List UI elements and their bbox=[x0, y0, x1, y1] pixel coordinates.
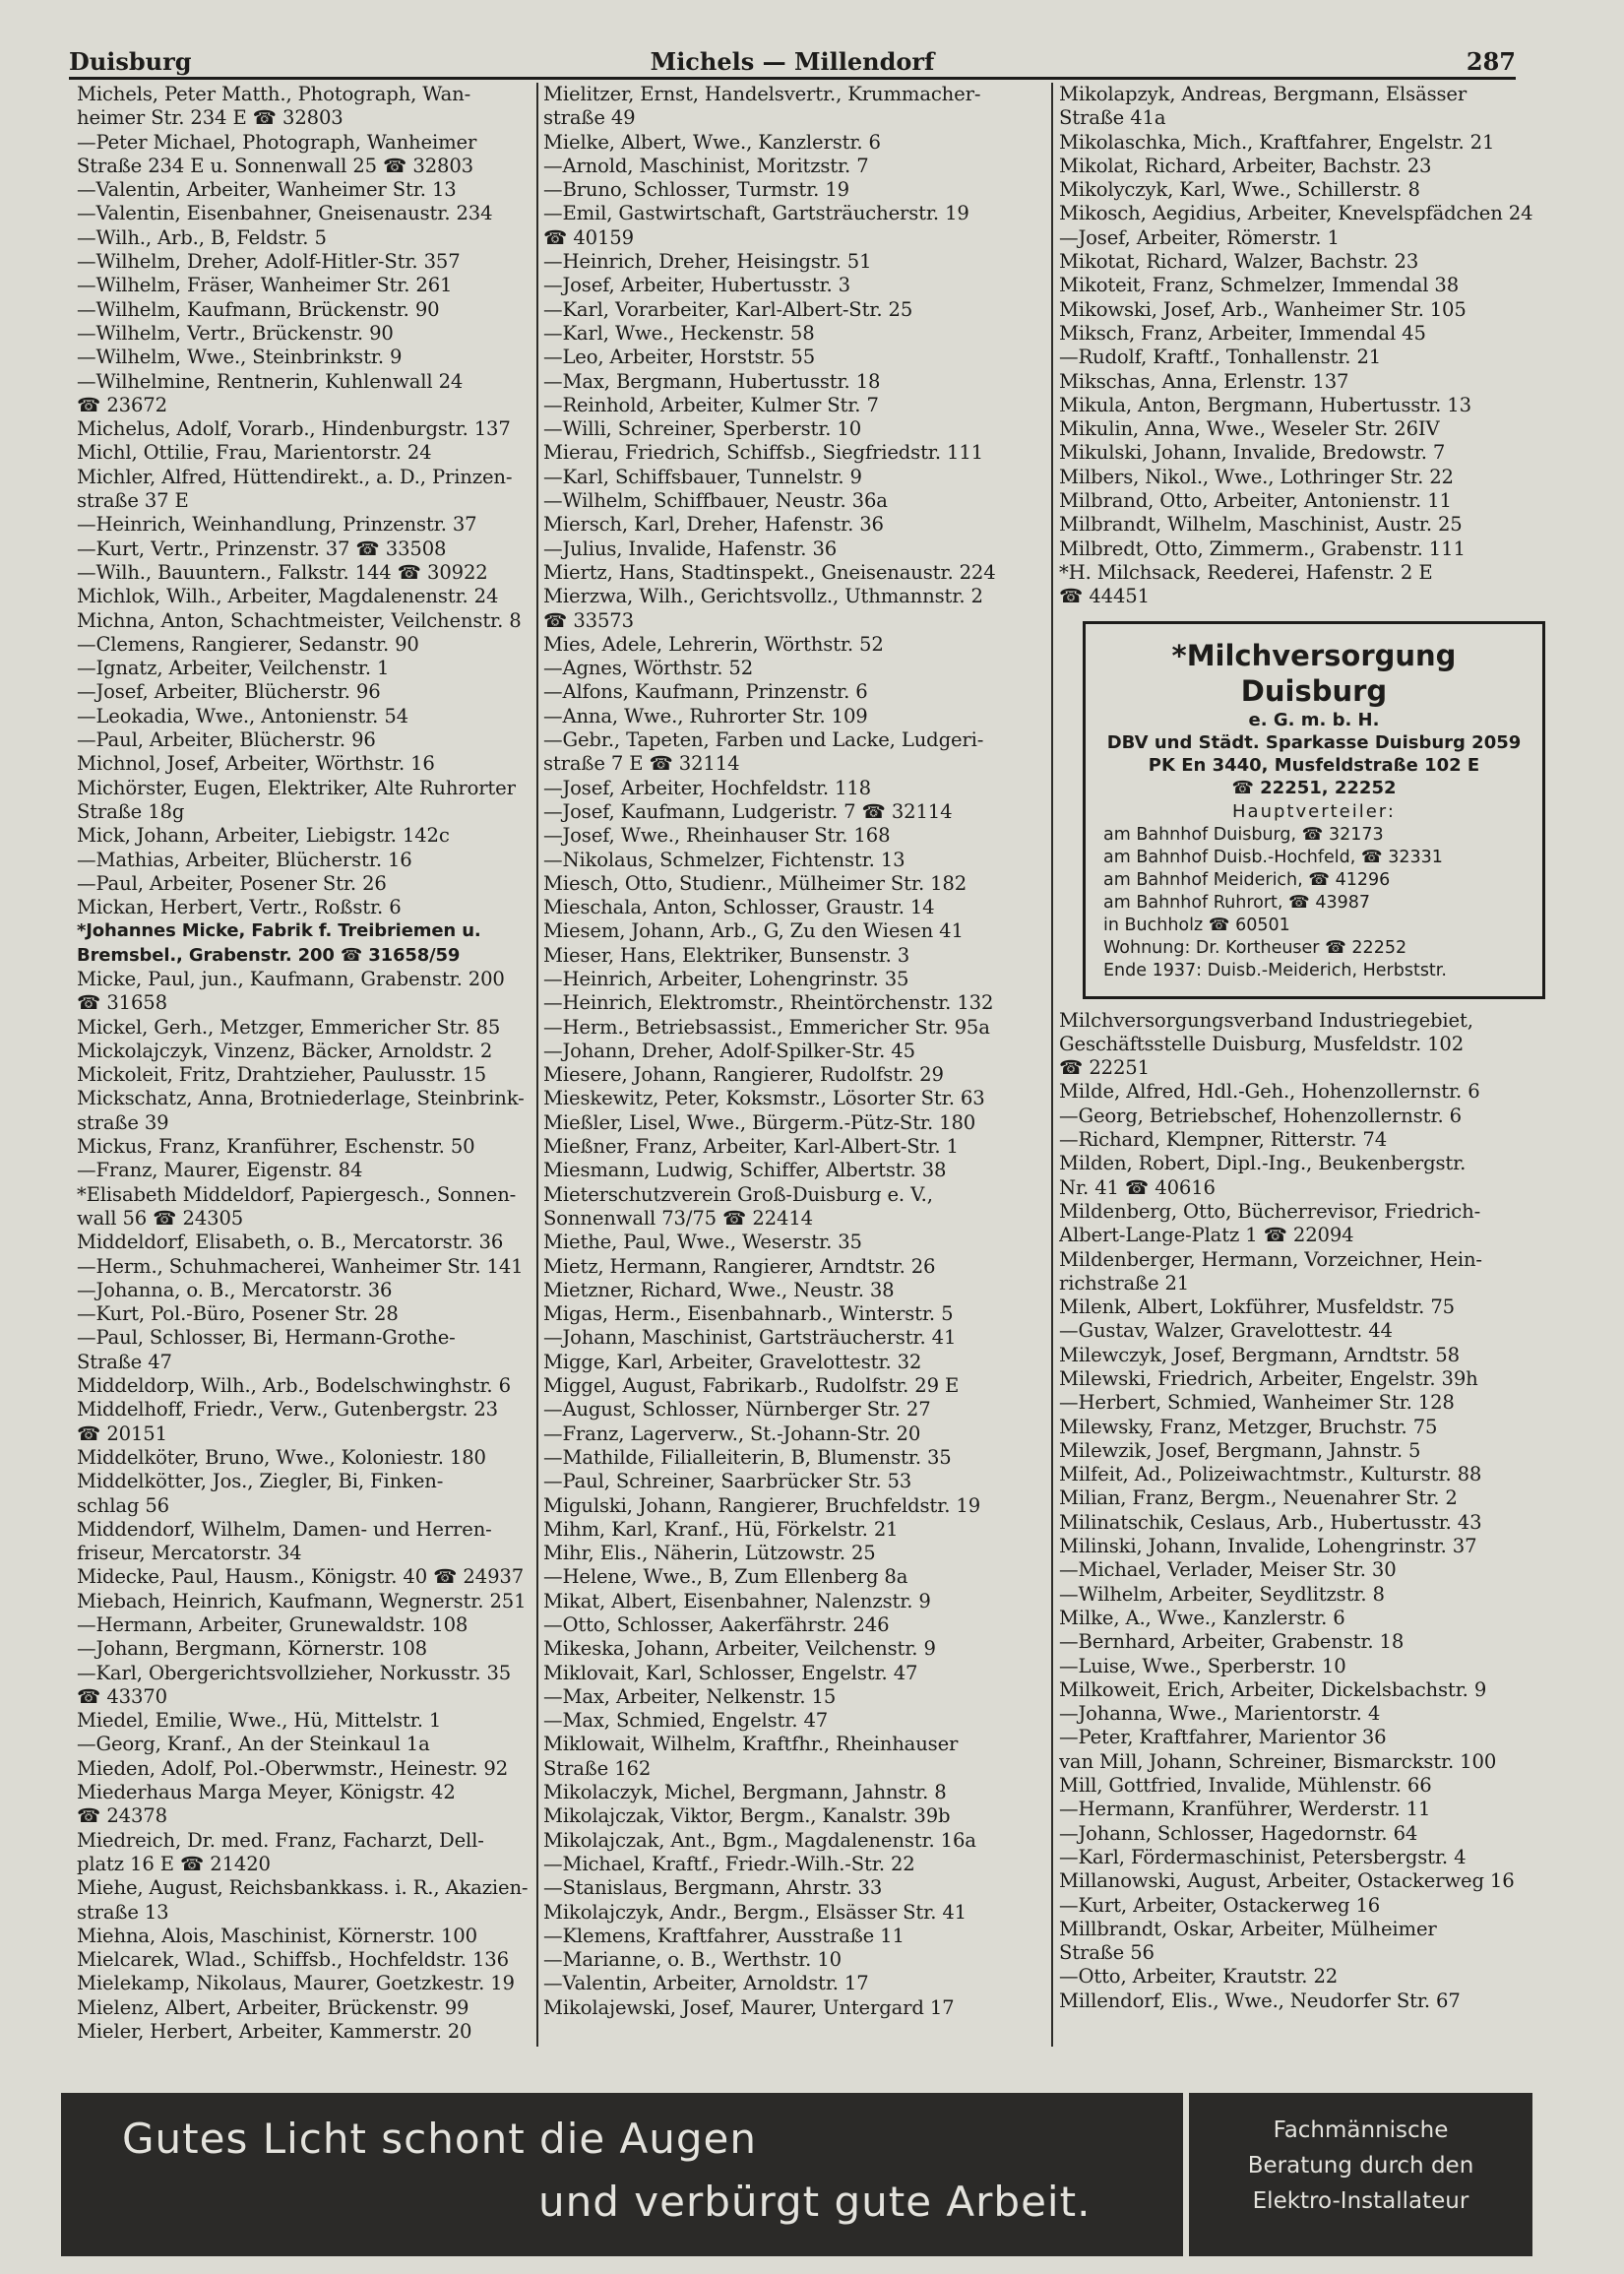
directory-entry: —Heinrich, Elektromstr., Rheintörchenstr. 132 bbox=[543, 991, 994, 1015]
directory-entry: Mikosch, Aegidius, Arbeiter, Knevelspfädchen 24 bbox=[1059, 202, 1533, 225]
directory-entry: —Leo, Arbeiter, Horststr. 55 bbox=[543, 346, 816, 369]
directory-entry: Milewsky, Franz, Metzger, Bruchstr. 75 bbox=[1059, 1415, 1438, 1438]
directory-entry: —Herm., Betriebsassist., Emmericher Str. 95a bbox=[543, 1015, 990, 1039]
directory-entry: platz 16 E ☎ 21420 bbox=[77, 1852, 271, 1875]
directory-entry: Mick, Johann, Arbeiter, Liebigstr. 142c bbox=[77, 824, 450, 848]
directory-entry: —Wilh., Bauuntern., Falkstr. 144 ☎ 30922 bbox=[77, 560, 488, 584]
directory-entry: —Agnes, Wörthstr. 52 bbox=[543, 657, 754, 680]
ad-distributor-line: am Bahnhof Ruhrort, ☎ 43987 bbox=[1103, 892, 1371, 913]
directory-entry: Mildenberger, Hermann, Vorzeichner, Hein- bbox=[1059, 1247, 1482, 1271]
directory-entry: Mikeska, Johann, Arbeiter, Veilchenstr. 9 bbox=[543, 1637, 936, 1661]
directory-entry: Millanowski, August, Arbeiter, Ostackerweg 16 bbox=[1059, 1869, 1515, 1893]
directory-entry: Mierau, Friedrich, Schiffsb., Siegfriedstr. 111 bbox=[543, 441, 983, 465]
directory-entry: Milbrandt, Wilhelm, Maschinist, Austr. 25 bbox=[1059, 513, 1463, 537]
directory-entry: Mikulin, Anna, Wwe., Weseler Str. 26IV bbox=[1059, 417, 1440, 441]
directory-entry: Geschäftsstelle Duisburg, Musfeldstr. 102 bbox=[1059, 1032, 1465, 1055]
directory-entry: Milinatschik, Ceslaus, Arb., Hubertusstr. 43 bbox=[1059, 1510, 1482, 1534]
directory-entry: —Josef, Arbeiter, Römerstr. 1 bbox=[1059, 225, 1340, 249]
directory-entry: Milbrand, Otto, Arbeiter, Antonienstr. 11 bbox=[1059, 489, 1452, 513]
ad-distributor-line: in Buchholz ☎ 60501 bbox=[1103, 915, 1290, 935]
directory-entry: Mickschatz, Anna, Brotniederlage, Steinbrink- bbox=[77, 1087, 525, 1110]
directory-entry: —Franz, Maurer, Eigenstr. 84 bbox=[77, 1159, 363, 1182]
directory-entry: Miedel, Emilie, Wwe., Hü, Mittelstr. 1 bbox=[77, 1709, 442, 1733]
directory-entry: Michels, Peter Matth., Photograph, Wan- bbox=[77, 83, 471, 105]
directory-entry: Mieden, Adolf, Pol.-Oberwmstr., Heinestr. 92 bbox=[77, 1756, 509, 1780]
directory-entry: —Helene, Wwe., B, Zum Ellenberg 8a bbox=[543, 1565, 908, 1589]
directory-entry: ☎ 24378 bbox=[77, 1804, 167, 1828]
directory-entry: —Gebr., Tapeten, Farben und Lacke, Ludgeri- bbox=[543, 728, 984, 752]
directory-entry: Milden, Robert, Dipl.-Ing., Beukenbergstr. bbox=[1059, 1152, 1467, 1175]
directory-entry: Middeldorp, Wilh., Arb., Bodelschwinghstr. 6 bbox=[77, 1374, 511, 1398]
banner-right-1: Fachmännische bbox=[1273, 2117, 1449, 2143]
directory-entry: —Karl, Vorarbeiter, Karl-Albert-Str. 25 bbox=[543, 297, 913, 321]
directory-entry: Michörster, Eugen, Elektriker, Alte Ruhrorter bbox=[77, 776, 516, 799]
directory-entry: —Otto, Arbeiter, Krautstr. 22 bbox=[1059, 1965, 1339, 1989]
directory-entry: —Karl, Wwe., Heckenstr. 58 bbox=[543, 321, 815, 345]
directory-entry: Miersch, Karl, Dreher, Hafenstr. 36 bbox=[543, 513, 884, 537]
directory-entry: —Willi, Schreiner, Sperberstr. 10 bbox=[543, 417, 862, 441]
directory-entry: Middeldorf, Elisabeth, o. B., Mercatorstr. 36 bbox=[77, 1231, 504, 1254]
directory-entry: ☎ 43370 bbox=[77, 1684, 167, 1708]
directory-entry: Milkoweit, Erich, Arbeiter, Dickelsbachstr. 9 bbox=[1059, 1677, 1487, 1701]
directory-entry: —Kurt, Vertr., Prinzenstr. 37 ☎ 33508 bbox=[77, 537, 447, 560]
directory-entry: —Valentin, Arbeiter, Wanheimer Str. 13 bbox=[77, 178, 457, 202]
directory-entry: —Max, Arbeiter, Nelkenstr. 15 bbox=[543, 1684, 837, 1708]
directory-entry: —Clemens, Rangierer, Sedanstr. 90 bbox=[77, 632, 419, 656]
directory-entry: Mietzner, Richard, Wwe., Neustr. 38 bbox=[543, 1278, 895, 1301]
directory-entry: —Anna, Wwe., Ruhrorter Str. 109 bbox=[543, 704, 868, 727]
column-divider bbox=[536, 83, 538, 2047]
directory-entry: Mihr, Elis., Näherin, Lützowstr. 25 bbox=[543, 1542, 876, 1565]
directory-entry: —Leokadia, Wwe., Antonienstr. 54 bbox=[77, 704, 408, 727]
directory-entry: —Hermann, Kranführer, Werderstr. 11 bbox=[1059, 1798, 1431, 1821]
directory-entry: *Elisabeth Middeldorf, Papiergesch., Sonnen- bbox=[77, 1182, 517, 1206]
directory-entry: Midecke, Paul, Hausm., Königstr. 40 ☎ 24937 bbox=[77, 1565, 525, 1589]
directory-entry: Miesere, Johann, Rangierer, Rudolfstr. 29 bbox=[543, 1063, 944, 1087]
directory-entry: —Paul, Schreiner, Saarbrücker Str. 53 bbox=[543, 1470, 912, 1493]
directory-entry: —Alfons, Kaufmann, Prinzenstr. 6 bbox=[543, 680, 868, 704]
directory-entry: straße 7 E ☎ 32114 bbox=[543, 752, 740, 776]
directory-entry: —Reinhold, Arbeiter, Kulmer Str. 7 bbox=[543, 393, 879, 416]
column-1 bbox=[77, 83, 531, 2047]
directory-entry: —Gustav, Walzer, Gravelottestr. 44 bbox=[1059, 1319, 1393, 1343]
directory-entry: Straße 162 bbox=[543, 1756, 652, 1780]
directory-entry: Mieser, Hans, Elektriker, Bunsenstr. 3 bbox=[543, 943, 910, 967]
directory-entry: Milenk, Albert, Lokführer, Musfeldstr. 75 bbox=[1059, 1295, 1455, 1319]
directory-entry: Straße 47 bbox=[77, 1350, 172, 1373]
directory-entry: Milewski, Friedrich, Arbeiter, Engelstr. 39h bbox=[1059, 1366, 1478, 1390]
directory-entry: —Wilhelm, Fräser, Wanheimer Str. 261 bbox=[77, 274, 453, 297]
directory-entry: Milian, Franz, Bergm., Neuenahrer Str. 2 bbox=[1059, 1486, 1458, 1510]
ad-title: *Milchversorgung Duisburg bbox=[1171, 638, 1457, 708]
directory-entry: —Nikolaus, Schmelzer, Fichtenstr. 13 bbox=[543, 848, 906, 871]
directory-entry: Michler, Alfred, Hüttendirekt., a. D., Prinzen- bbox=[77, 465, 513, 488]
directory-entry: —Wilhelm, Wwe., Steinbrinkstr. 9 bbox=[77, 346, 403, 369]
directory-entry: ☎ 40159 bbox=[543, 225, 634, 249]
directory-entry: —Wilh., Arb., B, Feldstr. 5 bbox=[77, 225, 327, 249]
directory-entry: Middelköter, Bruno, Wwe., Koloniestr. 180 bbox=[77, 1445, 486, 1469]
ad-distributor-line: am Bahnhof Duisburg, ☎ 32173 bbox=[1103, 824, 1384, 845]
directory-entry: Milewczyk, Josef, Bergmann, Arndtstr. 58 bbox=[1059, 1343, 1460, 1366]
directory-entry: Miebach, Heinrich, Kaufmann, Wegnerstr. 251 bbox=[77, 1589, 527, 1612]
directory-entry: Miesmann, Ludwig, Schiffer, Albertstr. 38 bbox=[543, 1159, 947, 1182]
directory-entry: Mikolajczyk, Andr., Bergm., Elsässer Str. 41 bbox=[543, 1900, 968, 1924]
directory-entry: Mikolaczyk, Michel, Bergmann, Jahnstr. 8 bbox=[543, 1781, 947, 1804]
directory-entry: —Georg, Kranf., An der Steinkaul 1a bbox=[77, 1733, 430, 1756]
directory-entry: —Paul, Schlosser, Bi, Hermann-Grothe- bbox=[77, 1326, 456, 1350]
directory-entry: —Josef, Arbeiter, Blücherstr. 96 bbox=[77, 680, 381, 704]
banner-right-2: Beratung durch den bbox=[1247, 2153, 1474, 2179]
directory-entry: Mikula, Anton, Bergmann, Hubertusstr. 13 bbox=[1059, 393, 1471, 416]
directory-entry: Millbrandt, Oskar, Arbeiter, Mülheimer bbox=[1059, 1917, 1437, 1940]
directory-entry: Micke, Paul, jun., Kaufmann, Grabenstr. 200 bbox=[77, 967, 505, 990]
directory-entry: —Johanna, o. B., Mercatorstr. 36 bbox=[77, 1278, 393, 1301]
directory-entry: —Michael, Verlader, Meiser Str. 30 bbox=[1059, 1558, 1397, 1582]
directory-entry: Mikoteit, Franz, Schmelzer, Immendal 38 bbox=[1059, 274, 1460, 297]
directory-entry: Mielekamp, Nikolaus, Maurer, Goetzkestr. 19 bbox=[77, 1972, 515, 1995]
header-city: Duisburg bbox=[69, 47, 192, 76]
directory-entry: ☎ 44451 bbox=[1059, 585, 1150, 608]
directory-entry: —Wilhelm, Schiffbauer, Neustr. 36a bbox=[543, 489, 888, 513]
directory-entry: Mieschala, Anton, Schlosser, Graustr. 14 bbox=[543, 896, 935, 919]
directory-entry: —Bruno, Schlosser, Turmstr. 19 bbox=[543, 178, 849, 202]
directory-entry: Albert-Lange-Platz 1 ☎ 22094 bbox=[1059, 1224, 1354, 1247]
directory-entry: Michnol, Josef, Arbeiter, Wörthstr. 16 bbox=[77, 752, 435, 776]
directory-entry: —Michael, Kraftf., Friedr.-Wilh.-Str. 22 bbox=[543, 1852, 915, 1875]
directory-entry: —Luise, Wwe., Sperberstr. 10 bbox=[1059, 1654, 1346, 1677]
directory-entry: —Klemens, Kraftfahrer, Ausstraße 11 bbox=[543, 1924, 905, 1947]
banner-right-3: Elektro-Installateur bbox=[1252, 2188, 1469, 2214]
directory-entry: Michlok, Wilh., Arbeiter, Magdalenenstr. 24 bbox=[77, 585, 499, 608]
directory-entry: Miehe, August, Reichsbankkass. i. R., Akazien- bbox=[77, 1876, 529, 1900]
directory-entry: —Josef, Arbeiter, Hochfeldstr. 118 bbox=[543, 776, 871, 799]
directory-entry: —Kurt, Arbeiter, Ostackerweg 16 bbox=[1059, 1893, 1381, 1917]
directory-entry: heimer Str. 234 E ☎ 32803 bbox=[77, 106, 344, 130]
directory-entry: —Heinrich, Dreher, Heisingstr. 51 bbox=[543, 250, 872, 274]
directory-entry: Mieskewitz, Peter, Koksmstr., Lösorter Str. 63 bbox=[543, 1087, 985, 1110]
directory-entry: Milewzik, Josef, Bergmann, Jahnstr. 5 bbox=[1059, 1438, 1421, 1462]
directory-entry: —Peter Michael, Photograph, Wanheimer bbox=[77, 130, 477, 154]
directory-entry: straße 49 bbox=[543, 106, 636, 130]
directory-entry: Mikolapzyk, Andreas, Bergmann, Elsässer bbox=[1059, 83, 1468, 105]
directory-entry: Sonnenwall 73/75 ☎ 22414 bbox=[543, 1206, 813, 1230]
directory-entry: —Julius, Invalide, Hafenstr. 36 bbox=[543, 537, 838, 560]
directory-entry: Bremsbel., Grabenstr. 200 ☎ 31658/59 bbox=[77, 944, 461, 966]
ad-distributors-heading: Hauptverteiler: bbox=[1232, 800, 1396, 822]
directory-entry: —Mathias, Arbeiter, Blücherstr. 16 bbox=[77, 848, 412, 871]
directory-entry: Miggel, August, Fabrikarb., Rudolfstr. 29 E bbox=[543, 1374, 960, 1398]
ad-distributor-list bbox=[1103, 824, 1525, 982]
column-2 bbox=[543, 83, 1045, 2047]
directory-entry: —Johann, Bergmann, Körnerstr. 108 bbox=[77, 1637, 428, 1661]
directory-entry: *H. Milchsack, Reederei, Hafenstr. 2 E bbox=[1059, 560, 1433, 584]
directory-entry: straße 39 bbox=[77, 1110, 169, 1134]
directory-entry: Mikolaschka, Mich., Kraftfahrer, Engelstr. 21 bbox=[1059, 130, 1495, 154]
directory-entry: —Herbert, Schmied, Wanheimer Str. 128 bbox=[1059, 1391, 1455, 1415]
directory-entry: —Paul, Arbeiter, Posener Str. 26 bbox=[77, 871, 387, 895]
banner-slogan bbox=[61, 2093, 1189, 2256]
banner-electrician-note bbox=[1189, 2093, 1532, 2256]
directory-entry: *Johannes Micke, Fabrik f. Treibriemen u. bbox=[77, 920, 481, 942]
directory-entry: —August, Schlosser, Nürnberger Str. 27 bbox=[543, 1398, 931, 1421]
directory-entry: friseur, Mercatorstr. 34 bbox=[77, 1542, 302, 1565]
directory-entry: Straße 56 bbox=[1059, 1941, 1155, 1965]
directory-entry: Mielitzer, Ernst, Handelsvertr., Krummacher- bbox=[543, 83, 981, 105]
directory-entry: —Wilhelm, Dreher, Adolf-Hitler-Str. 357 bbox=[77, 250, 461, 274]
directory-entry: ☎ 31658 bbox=[77, 991, 167, 1015]
directory-entry: Mildenberg, Otto, Bücherrevisor, Friedrich- bbox=[1059, 1199, 1481, 1223]
directory-entry: van Mill, Johann, Schreiner, Bismarckstr. 100 bbox=[1059, 1749, 1497, 1773]
directory-entry: —Mathilde, Filialleiterin, B, Blumenstr. 35 bbox=[543, 1445, 952, 1469]
ad-distributor-line: Wohnung: Dr. Kortheuser ☎ 22252 bbox=[1103, 937, 1407, 958]
directory-entry: —Peter, Kraftfahrer, Marientor 36 bbox=[1059, 1726, 1387, 1749]
directory-entry: —Josef, Kaufmann, Ludgeristr. 7 ☎ 32114 bbox=[543, 799, 953, 823]
directory-entry: Mickel, Gerh., Metzger, Emmericher Str. 85 bbox=[77, 1015, 501, 1039]
directory-entry: —Franz, Lagerverw., St.-Johann-Str. 20 bbox=[543, 1421, 921, 1445]
ad-distributor-line: Ende 1937: Duisb.-Meiderich, Herbststr. bbox=[1103, 960, 1447, 980]
directory-entry: Migge, Karl, Arbeiter, Gravelottestr. 32 bbox=[543, 1350, 922, 1373]
column-divider bbox=[1051, 83, 1053, 2047]
directory-entry: Michl, Ottilie, Frau, Marientorstr. 24 bbox=[77, 441, 432, 465]
directory-entry: —Bernhard, Arbeiter, Grabenstr. 18 bbox=[1059, 1630, 1405, 1654]
directory-entry: wall 56 ☎ 24305 bbox=[77, 1206, 244, 1230]
directory-entry: Miehna, Alois, Maschinist, Körnerstr. 100 bbox=[77, 1924, 477, 1947]
directory-entry: —Heinrich, Weinhandlung, Prinzenstr. 37 bbox=[77, 513, 477, 537]
directory-entry: —Karl, Fördermaschinist, Petersbergstr. 4 bbox=[1059, 1845, 1467, 1868]
directory-entry: Middelhoff, Friedr., Verw., Gutenbergstr. 23 bbox=[77, 1398, 498, 1421]
directory-entry: —Max, Bergmann, Hubertusstr. 18 bbox=[543, 369, 881, 393]
directory-entry: —Herm., Schuhmacherei, Wanheimer Str. 141 bbox=[77, 1254, 524, 1278]
directory-entry: —Arnold, Maschinist, Moritzstr. 7 bbox=[543, 154, 869, 177]
directory-entry: Mikschas, Anna, Erlenstr. 137 bbox=[1059, 369, 1349, 393]
directory-entry: Mies, Adele, Lehrerin, Wörthstr. 52 bbox=[543, 632, 884, 656]
column-3-top bbox=[1059, 83, 1553, 609]
directory-entry: straße 13 bbox=[77, 1900, 169, 1924]
ad-distributor-line: am Bahnhof Meiderich, ☎ 41296 bbox=[1103, 869, 1391, 890]
directory-entry: Nr. 41 ☎ 40616 bbox=[1059, 1175, 1216, 1199]
directory-entry: Miederhaus Marga Meyer, Königstr. 42 bbox=[77, 1781, 456, 1804]
directory-entry: —Georg, Betriebschef, Hohenzollernstr. 6 bbox=[1059, 1104, 1462, 1127]
directory-entry: —Johann, Maschinist, Gartsträucherstr. 41 bbox=[543, 1326, 957, 1350]
directory-entry: Middendorf, Wilhelm, Damen- und Herren- bbox=[77, 1517, 492, 1541]
banner-line-1: Gutes Licht schont die Augen bbox=[122, 2115, 758, 2163]
directory-entry: Mikotat, Richard, Walzer, Bachstr. 23 bbox=[1059, 250, 1419, 274]
directory-entry: —Josef, Wwe., Rheinhauser Str. 168 bbox=[543, 824, 891, 848]
directory-entry: —Karl, Schiffsbauer, Tunnelstr. 9 bbox=[543, 465, 862, 488]
directory-entry: Migulski, Johann, Rangierer, Bruchfeldstr. 19 bbox=[543, 1493, 981, 1517]
column-3 bbox=[1059, 83, 1553, 2047]
advertisement-banner bbox=[61, 2093, 1532, 2256]
directory-entry: —Heinrich, Arbeiter, Lohengrinstr. 35 bbox=[543, 967, 909, 990]
directory-entry: Straße 41a bbox=[1059, 106, 1166, 130]
header-range: Michels — Millendorf bbox=[650, 47, 935, 76]
directory-entry: ☎ 33573 bbox=[543, 608, 634, 632]
directory-entry: Miksch, Franz, Arbeiter, Immendal 45 bbox=[1059, 321, 1426, 345]
ad-bank: DBV und Städt. Sparkasse Duisburg 2059 bbox=[1106, 731, 1522, 753]
directory-entry: Mietz, Hermann, Rangierer, Arndtstr. 26 bbox=[543, 1254, 936, 1278]
directory-entry: schlag 56 bbox=[77, 1493, 169, 1517]
directory-entry: —Valentin, Arbeiter, Arnoldstr. 17 bbox=[543, 1972, 869, 1995]
directory-entry: Mikolat, Richard, Arbeiter, Bachstr. 23 bbox=[1059, 154, 1432, 177]
directory-entry: Michelus, Adolf, Vorarb., Hindenburgstr. 137 bbox=[77, 417, 511, 441]
directory-entry: Mikolajewski, Josef, Maurer, Untergard 17 bbox=[543, 1995, 955, 2019]
directory-entry: Michna, Anton, Schachtmeister, Veilchenstr. 8 bbox=[77, 608, 522, 632]
directory-entry: Mielcarek, Wlad., Schiffsb., Hochfeldstr. 136 bbox=[77, 1948, 509, 1972]
directory-entry: —Wilhelmine, Rentnerin, Kuhlenwall 24 bbox=[77, 369, 464, 393]
directory-entry: —Max, Schmied, Engelstr. 47 bbox=[543, 1709, 829, 1733]
directory-entry: Mieler, Herbert, Arbeiter, Kammerstr. 20 bbox=[77, 2020, 472, 2044]
directory-entry: —Paul, Arbeiter, Blücherstr. 96 bbox=[77, 728, 376, 752]
directory-entry: —Wilhelm, Vertr., Brückenstr. 90 bbox=[77, 321, 394, 345]
directory-entry: Miertz, Hans, Stadtinspekt., Gneisenaustr. 224 bbox=[543, 560, 996, 584]
directory-entry: Milde, Alfred, Hdl.-Geh., Hohenzollernstr. 6 bbox=[1059, 1080, 1480, 1104]
directory-entry: Mikolajczak, Viktor, Bergm., Kanalstr. 39b bbox=[543, 1804, 951, 1828]
directory-entry: —Marianne, o. B., Werthstr. 10 bbox=[543, 1948, 842, 1972]
directory-entry: Middelkötter, Jos., Ziegler, Bi, Finken- bbox=[77, 1470, 444, 1493]
directory-entry: Miedreich, Dr. med. Franz, Facharzt, Dell- bbox=[77, 1828, 484, 1852]
directory-entry: Mikowski, Josef, Arb., Wanheimer Str. 105 bbox=[1059, 297, 1467, 321]
directory-entry: Mielenz, Albert, Arbeiter, Brückenstr. 99 bbox=[77, 1995, 469, 2019]
milk-supply-advertisement bbox=[1083, 621, 1545, 999]
directory-entry: Mikulski, Johann, Invalide, Bredowstr. 7 bbox=[1059, 441, 1446, 465]
directory-entry: ☎ 20151 bbox=[77, 1421, 167, 1445]
ad-distributor-line: am Bahnhof Duisb.-Hochfeld, ☎ 32331 bbox=[1103, 847, 1443, 867]
directory-entry: Straße 234 E u. Sonnenwall 25 ☎ 32803 bbox=[77, 154, 473, 177]
page-number: 287 bbox=[1466, 47, 1516, 76]
directory-entry: Miklovait, Karl, Schlosser, Engelstr. 47 bbox=[543, 1661, 918, 1684]
directory-entry: Mießler, Lisel, Wwe., Bürgerm.-Pütz-Str. 180 bbox=[543, 1110, 976, 1134]
directory-entry: Miklowait, Wilhelm, Kraftfhr., Rheinhauser bbox=[543, 1733, 959, 1756]
directory-entry: —Karl, Obergerichtsvollzieher, Norkusstr. 35 bbox=[77, 1661, 512, 1684]
directory-entry: Mielke, Albert, Wwe., Kanzlerstr. 6 bbox=[543, 130, 881, 154]
directory-entry: Mierzwa, Wilh., Gerichtsvollz., Uthmannstr. 2 bbox=[543, 585, 983, 608]
directory-entry: —Johanna, Wwe., Marientorstr. 4 bbox=[1059, 1702, 1381, 1726]
directory-entry: Miethe, Paul, Wwe., Weserstr. 35 bbox=[543, 1231, 862, 1254]
directory-entry: Mihm, Karl, Kranf., Hü, Förkelstr. 21 bbox=[543, 1517, 899, 1541]
directory-entry: —Wilhelm, Arbeiter, Seydlitzstr. 8 bbox=[1059, 1582, 1385, 1606]
directory-entry: richstraße 21 bbox=[1059, 1271, 1190, 1295]
directory-entry: —Wilhelm, Kaufmann, Brückenstr. 90 bbox=[77, 297, 440, 321]
directory-entry: —Ignatz, Arbeiter, Veilchenstr. 1 bbox=[77, 657, 390, 680]
directory-entry: Miesch, Otto, Studienr., Mülheimer Str. 182 bbox=[543, 871, 968, 895]
directory-entry: Milinski, Johann, Invalide, Lohengrinstr. 37 bbox=[1059, 1535, 1477, 1558]
directory-entry: —Kurt, Pol.-Büro, Posener Str. 28 bbox=[77, 1302, 399, 1326]
ad-legal-form: e. G. m. b. H. bbox=[1248, 709, 1380, 730]
directory-entry: Milfeit, Ad., Polizeiwachtmstr., Kulturstr. 88 bbox=[1059, 1463, 1482, 1486]
directory-entry: Millendorf, Elis., Wwe., Neudorfer Str. 67 bbox=[1059, 1989, 1461, 2012]
directory-entry: Mickolajczyk, Vinzenz, Bäcker, Arnoldstr. 2 bbox=[77, 1039, 493, 1062]
ad-address: PK En 3440, Musfeldstraße 102 E bbox=[1148, 754, 1480, 776]
directory-entry: ☎ 22251 bbox=[1059, 1056, 1150, 1080]
ad-phone: ☎ 22251, 22252 bbox=[1231, 777, 1397, 798]
directory-entry: ☎ 23672 bbox=[77, 393, 167, 416]
directory-entry: Migas, Herm., Eisenbahnarb., Winterstr. 5 bbox=[543, 1302, 954, 1326]
directory-entry: —Johann, Dreher, Adolf-Spilker-Str. 45 bbox=[543, 1039, 915, 1062]
banner-line-2: und verbürgt gute Arbeit. bbox=[538, 2178, 1092, 2226]
directory-entry: —Rudolf, Kraftf., Tonhallenstr. 21 bbox=[1059, 346, 1382, 369]
directory-entry: straße 37 E bbox=[77, 489, 189, 513]
directory-entry: Milchversorgungsverband Industriegebiet, bbox=[1059, 1008, 1473, 1032]
directory-entry: Mikolyczyk, Karl, Wwe., Schillerstr. 8 bbox=[1059, 178, 1420, 202]
directory-entry: Mill, Gottfried, Invalide, Mühlenstr. 66 bbox=[1059, 1774, 1432, 1798]
column-3-bottom bbox=[1059, 1009, 1553, 2013]
page-header bbox=[69, 47, 1516, 80]
directory-entry: Mikat, Albert, Eisenbahner, Nalenzstr. 9 bbox=[543, 1589, 931, 1612]
directory-entry: —Richard, Klempner, Ritterstr. 74 bbox=[1059, 1128, 1388, 1152]
directory-entry: —Valentin, Eisenbahner, Gneisenaustr. 234 bbox=[77, 202, 493, 225]
directory-entry: Mieterschutzverein Groß-Duisburg e. V., bbox=[543, 1182, 933, 1206]
directory-entry: —Otto, Schlosser, Aakerfährstr. 246 bbox=[543, 1613, 890, 1636]
directory-entry: Miesem, Johann, Arb., G, Zu den Wiesen 41 bbox=[543, 919, 964, 943]
directory-entry: —Hermann, Arbeiter, Grunewaldstr. 108 bbox=[77, 1613, 468, 1636]
directory-entry: Milbers, Nikol., Wwe., Lothringer Str. 22 bbox=[1059, 465, 1454, 488]
directory-entry: Mickoleit, Fritz, Drahtzieher, Paulusstr. 15 bbox=[77, 1063, 487, 1087]
directory-entry: —Johann, Schlosser, Hagedornstr. 64 bbox=[1059, 1821, 1418, 1845]
directory-entry: —Emil, Gastwirtschaft, Gartsträucherstr. 19 bbox=[543, 202, 969, 225]
directory-entry: —Josef, Arbeiter, Hubertusstr. 3 bbox=[543, 274, 850, 297]
directory-entry: Mickus, Franz, Kranführer, Eschenstr. 50 bbox=[77, 1135, 475, 1159]
directory-entry: —Stanislaus, Bergmann, Ahrstr. 33 bbox=[543, 1876, 883, 1900]
directory-entry: Mickan, Herbert, Vertr., Roßstr. 6 bbox=[77, 896, 402, 919]
directory-entry: Mikolajczak, Ant., Bgm., Magdalenenstr. 16a bbox=[543, 1828, 976, 1852]
directory-entry: Mießner, Franz, Arbeiter, Karl-Albert-Str. 1 bbox=[543, 1135, 959, 1159]
directory-entry: Milke, A., Wwe., Kanzlerstr. 6 bbox=[1059, 1606, 1345, 1629]
directory-entry: Straße 18g bbox=[77, 799, 185, 823]
directory-entry: Milbredt, Otto, Zimmerm., Grabenstr. 111 bbox=[1059, 537, 1466, 560]
